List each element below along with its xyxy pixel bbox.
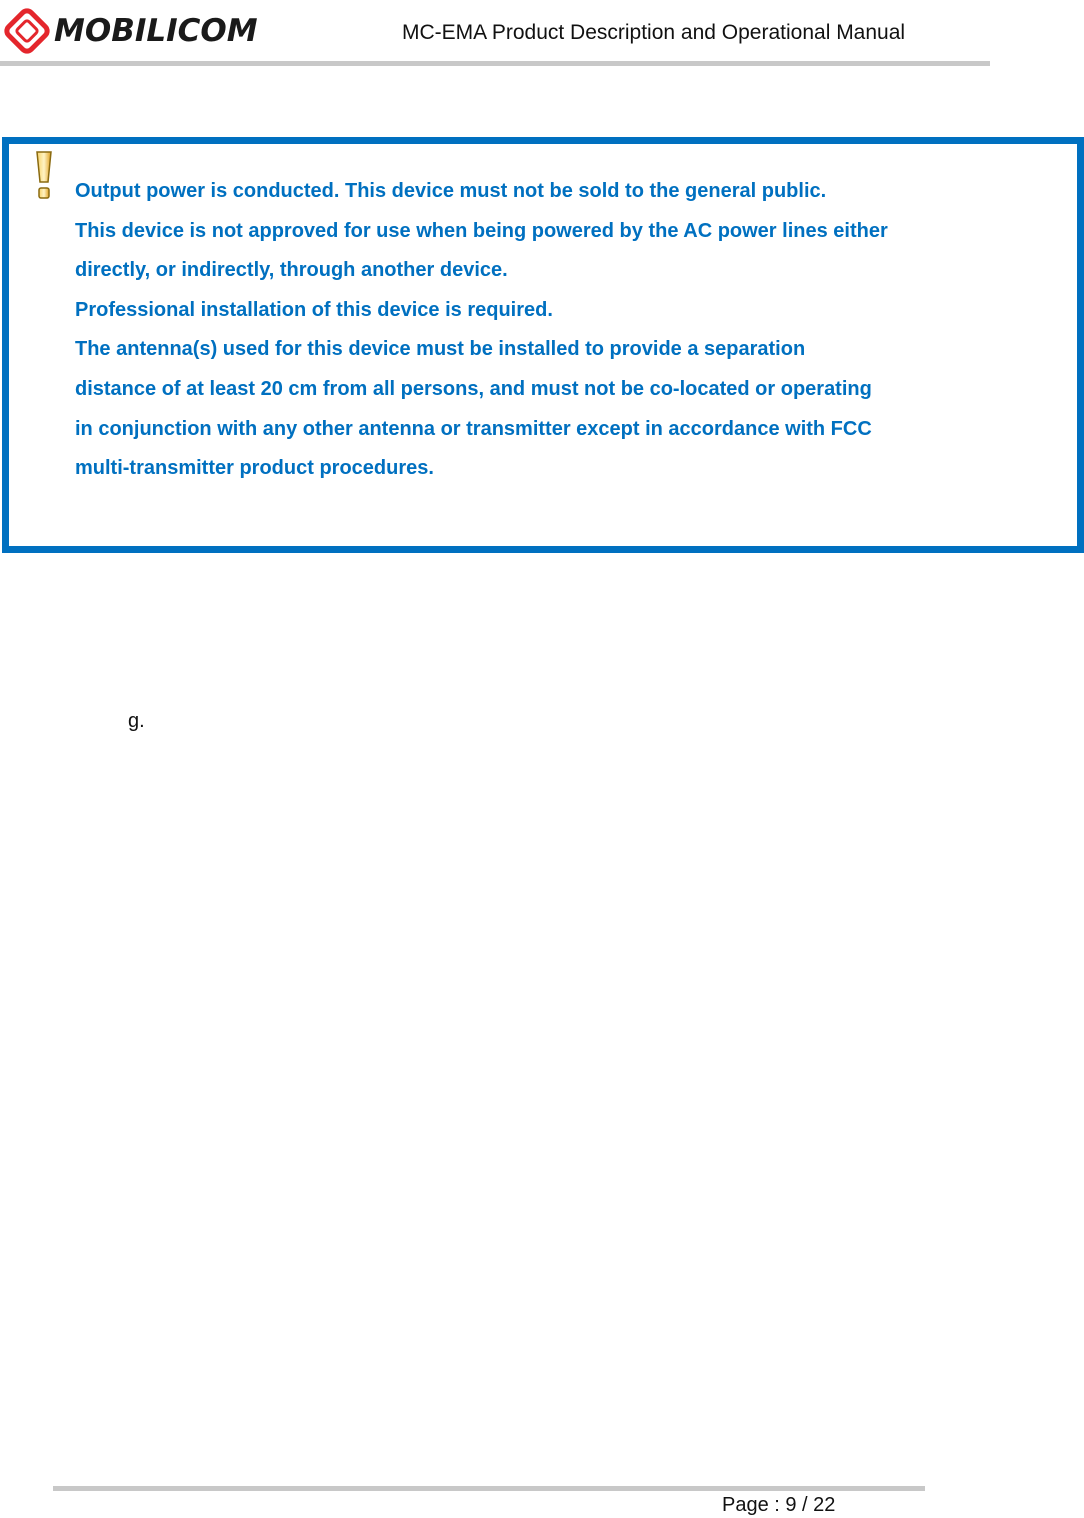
exclamation-warning-icon: [33, 150, 55, 202]
notice-text: [75, 172, 888, 489]
fcc-notice-box: [2, 137, 1084, 553]
notice-line: multi-transmitter product procedures.: [75, 457, 434, 480]
notice-line: The antenna(s) used for this device must be installed to provide a separation: [75, 338, 806, 361]
notice-line: in conjunction with any other antenna or transmitter except in accordance with FCC: [75, 417, 872, 440]
body-text-fragment: g.: [128, 710, 145, 732]
brand-logo: [2, 6, 292, 56]
page-number: Page : 9 / 22: [722, 1494, 836, 1516]
brand-name: MOBILICOM: [54, 13, 258, 49]
header-divider: [0, 61, 990, 66]
notice-line: directly, or indirectly, through another device.: [75, 259, 508, 282]
notice-line: This device is not approved for use when being powered by the AC power lines either: [75, 219, 888, 242]
document-title: MC-EMA Product Description and Operational Manual: [402, 21, 906, 44]
mobilicom-logo-icon: [2, 6, 52, 56]
footer-divider: [53, 1486, 925, 1491]
notice-line: Output power is conducted. This device must not be sold to the general public.: [75, 180, 827, 202]
notice-line: distance of at least 20 cm from all persons, and must not be co-located or operating: [75, 377, 872, 400]
notice-line: Professional installation of this device is required.: [75, 298, 553, 321]
